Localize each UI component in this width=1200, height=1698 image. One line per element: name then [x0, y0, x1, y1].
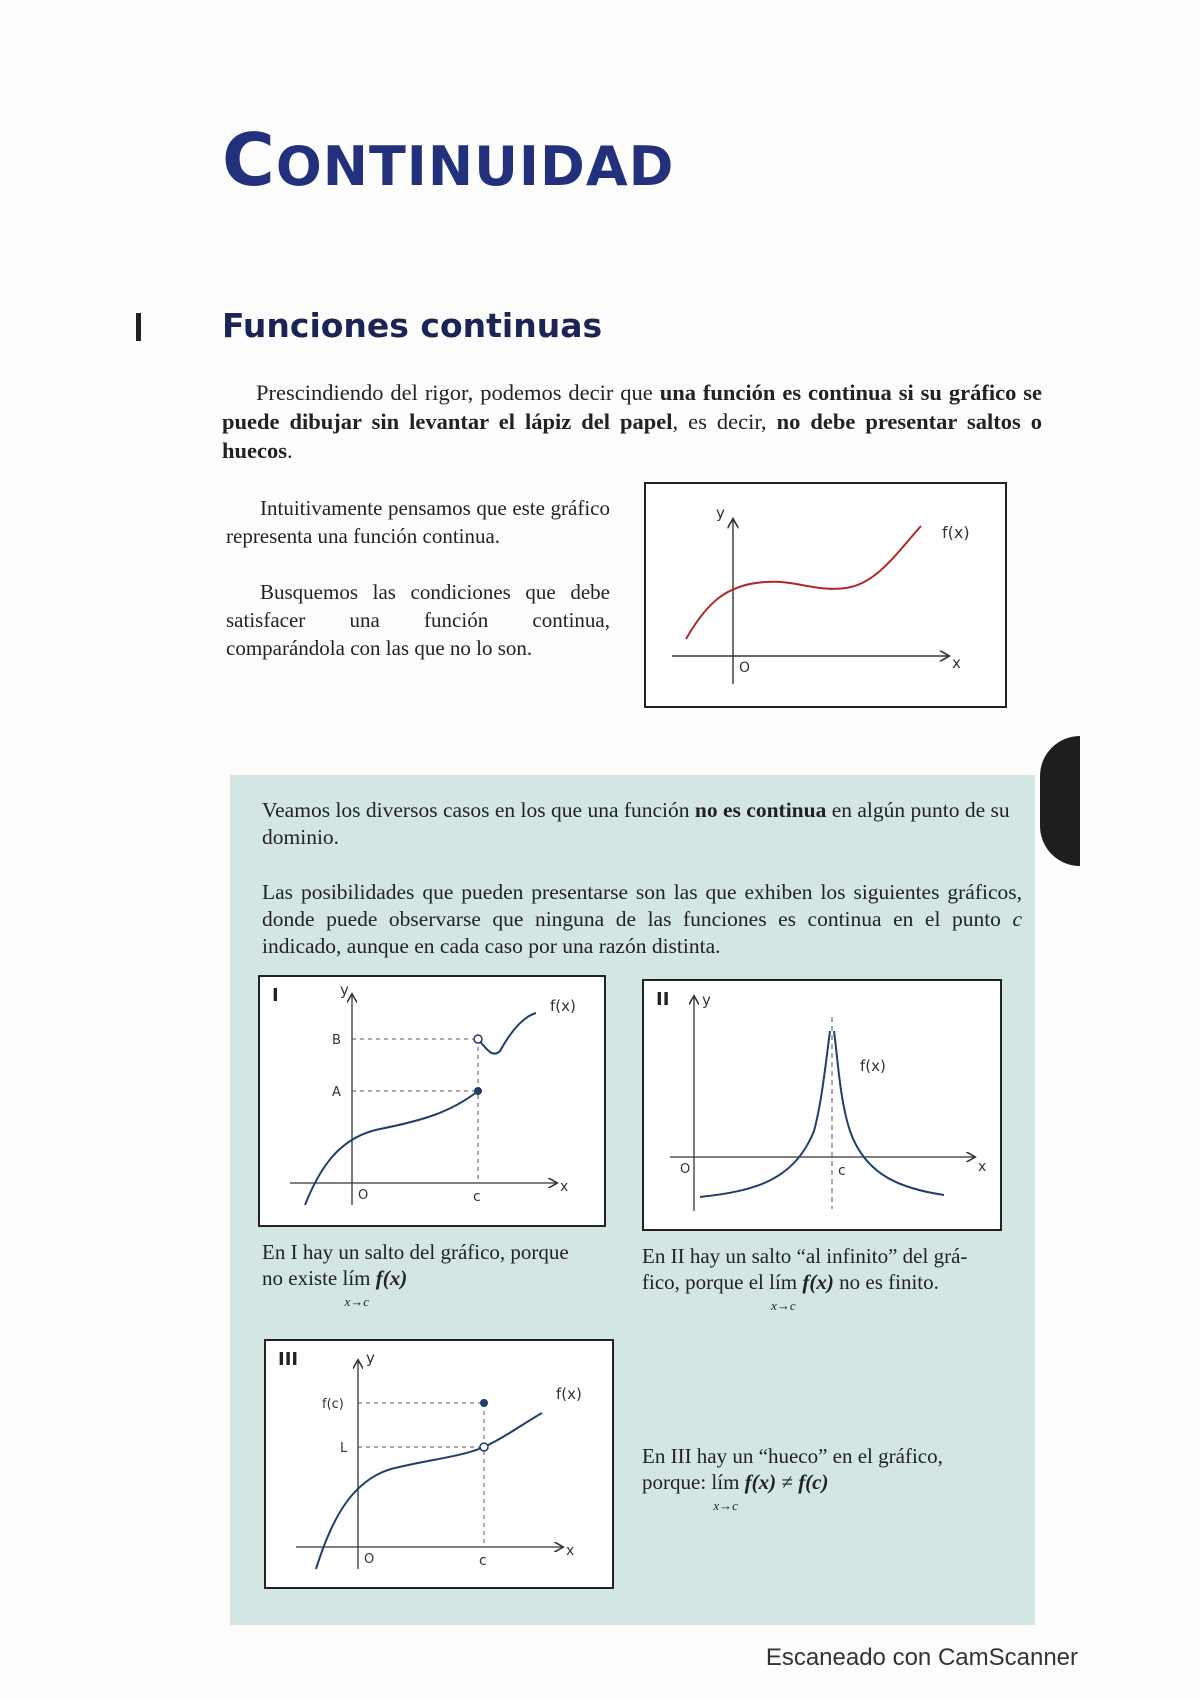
caption-infinite-jump: En II hay un salto “al infinito” del grá- fico, porque el lím x→c f(x) no es finito. — [642, 1244, 968, 1313]
y-label: y — [702, 991, 711, 1009]
continuous-function-graph — [644, 482, 1007, 708]
origin-label: O — [680, 1162, 691, 1177]
x-label: x — [560, 1179, 569, 1195]
search-paragraph: Busquemos las condiciones que debe satisfacer una función continua, comparándola con las que no lo son. — [226, 580, 610, 660]
roman-label: I — [272, 985, 279, 1006]
y-label: y — [716, 504, 725, 522]
intuition-paragraph: Intuitivamente pensamos que este gráfico representa una función continua. — [226, 496, 610, 548]
caption-jump: En I hay un salto del gráfico, porque no existe lím x→c f(x) — [262, 1240, 569, 1309]
function-label: f(x) — [942, 523, 970, 542]
fc-label: f(c) — [322, 1397, 344, 1412]
function-curve — [686, 526, 921, 639]
discontinuity-panel — [230, 775, 1035, 1625]
function-curve — [316, 1413, 542, 1569]
function-label: f(x) — [550, 997, 576, 1015]
open-point — [480, 1443, 488, 1451]
curve-right — [478, 1013, 536, 1054]
roman-label: III — [278, 1349, 299, 1370]
panel-cases: Las posibilidades que pueden presentarse son las que exhiben los siguientes gráficos, donde puede observarse que ninguna de las funciones es continua en el punto c indicado, aunque en cada caso por una razón distinta. — [262, 880, 1022, 958]
section-marker — [136, 313, 141, 341]
y-label: y — [340, 981, 349, 999]
panel-intro: Veamos los diversos casos en los que una función no es continua en algún punto de su dominio. — [262, 798, 1010, 849]
a-label: A — [332, 1085, 341, 1100]
intro-paragraph: Prescindiendo del rigor, podemos decir que una función es continua si su gráfico se puede dibujar sin levantar el lápiz del papel, es decir, no debe presentar saltos o huecos. — [222, 380, 1042, 463]
page-title: CONTINUIDAD — [222, 118, 675, 202]
caption-hole: En III hay un “hueco” en el gráfico, porque: lím x→c f(x) ≠ f(c) — [642, 1444, 943, 1513]
origin-label: O — [358, 1188, 369, 1203]
c-label: c — [838, 1163, 846, 1179]
curve-left — [700, 1031, 830, 1197]
l-label: L — [340, 1441, 348, 1456]
function-label: f(x) — [860, 1057, 886, 1075]
y-label: y — [366, 1349, 375, 1367]
roman-label: II — [656, 989, 670, 1010]
graph-hole — [264, 1339, 614, 1589]
isolated-point — [480, 1399, 488, 1407]
open-point — [474, 1035, 482, 1043]
curve-right — [834, 1031, 944, 1195]
origin-label: O — [364, 1552, 375, 1567]
function-label: f(x) — [556, 1385, 582, 1403]
x-label: x — [566, 1543, 575, 1559]
x-label: x — [978, 1159, 987, 1175]
graph-jump — [258, 975, 606, 1227]
b-label: B — [332, 1033, 341, 1048]
c-label: c — [479, 1553, 487, 1569]
x-label: x — [952, 654, 961, 672]
graph-infinite-jump — [642, 979, 1002, 1231]
c-label: c — [473, 1189, 481, 1205]
scan-edge-shadow — [1040, 736, 1080, 866]
curve-left — [305, 1091, 478, 1205]
origin-label: O — [739, 660, 751, 676]
scanner-watermark: Escaneado con CamScanner — [765, 1644, 1078, 1671]
section-title: Funciones continuas — [222, 306, 603, 345]
closed-point — [474, 1087, 482, 1095]
